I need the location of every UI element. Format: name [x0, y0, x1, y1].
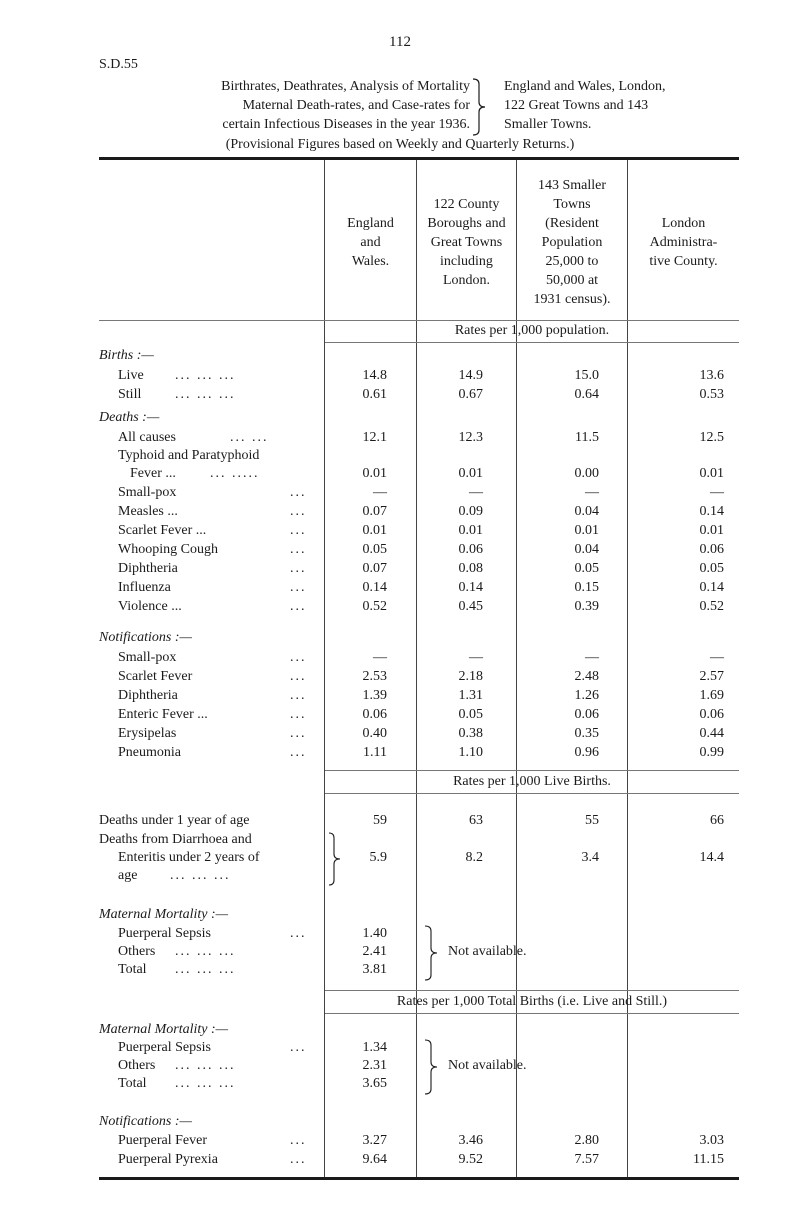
value-cell: 13.6	[699, 368, 724, 383]
band-rule	[325, 793, 739, 794]
title-brace	[472, 78, 488, 136]
value-cell: 3.03	[699, 1133, 724, 1148]
leader-dots: ... ... ...	[175, 944, 236, 959]
value-cell: 55	[585, 813, 599, 828]
value-cell: 2.80	[574, 1133, 599, 1148]
value-cell: 0.09	[458, 504, 483, 519]
row-label: Erysipelas	[118, 726, 177, 741]
row-label: Fever ...	[130, 466, 176, 481]
value-cell: —	[710, 650, 724, 665]
value-cell: 0.01	[699, 466, 724, 481]
leader-dots: ...	[290, 1133, 307, 1148]
title-line: certain Infectious Diseases in the year 1936.	[222, 117, 470, 132]
value-cell: 3.4	[581, 850, 599, 865]
header-line: London.	[442, 273, 491, 288]
value-cell: —	[585, 650, 599, 665]
band-rule	[325, 770, 739, 771]
row-label: Total	[118, 962, 147, 977]
leader-dots: ... ... ...	[175, 962, 236, 977]
leader-dots: ...	[290, 926, 307, 941]
header-line: Great Towns	[430, 235, 503, 250]
value-cell: 2.41	[362, 944, 387, 959]
value-cell: 7.57	[574, 1152, 599, 1167]
value-cell: 0.01	[458, 466, 483, 481]
leader-dots: ...	[290, 599, 307, 614]
value-cell: 0.14	[699, 580, 724, 595]
row-label: Violence ...	[118, 599, 182, 614]
value-cell: 0.01	[699, 523, 724, 538]
value-cell: 2.57	[699, 669, 724, 684]
value-cell: 1.10	[458, 745, 483, 760]
value-cell: 0.06	[699, 707, 724, 722]
leader-dots: ...	[290, 707, 307, 722]
not-available-brace	[424, 925, 440, 981]
value-cell: 0.00	[574, 466, 599, 481]
value-cell: 12.1	[362, 430, 387, 445]
page-number: 112	[389, 34, 411, 50]
value-cell: 11.15	[693, 1152, 724, 1167]
value-cell: 5.9	[369, 850, 387, 865]
header-line: and	[360, 235, 381, 250]
value-cell: 1.26	[574, 688, 599, 703]
leader-dots: ... ... ...	[175, 368, 236, 383]
leader-dots: ...	[290, 542, 307, 557]
value-cell: 8.2	[465, 850, 483, 865]
row-label: Measles ...	[118, 504, 178, 519]
row-label: Typhoid and Paratyphoid	[118, 448, 260, 463]
value-cell: 0.44	[699, 726, 724, 741]
header-line: 25,000 to	[545, 254, 599, 269]
value-cell: 1.40	[362, 926, 387, 941]
column-header-england-wales	[325, 214, 416, 271]
value-cell: 0.40	[362, 726, 387, 741]
value-cell: 1.11	[363, 745, 387, 760]
leader-dots: ... ...	[230, 430, 269, 445]
value-cell: 0.39	[574, 599, 599, 614]
top-rule	[99, 157, 739, 160]
value-cell: 1.31	[458, 688, 483, 703]
value-cell: 0.05	[574, 561, 599, 576]
value-cell: 59	[373, 813, 387, 828]
value-cell: —	[469, 485, 483, 500]
leader-dots: ...	[290, 561, 307, 576]
leader-dots: ... ... ...	[175, 387, 236, 402]
leader-dots: ...	[290, 580, 307, 595]
value-cell: 0.45	[458, 599, 483, 614]
row-label: Puerperal Pyrexia	[118, 1152, 218, 1167]
header-line: Wales.	[351, 254, 390, 269]
row-label: Pneumonia	[118, 745, 181, 760]
value-cell: 2.53	[362, 669, 387, 684]
section-notifications: Notifications :—	[99, 1114, 192, 1129]
column-header-london-county	[628, 214, 739, 271]
value-cell: 3.65	[362, 1076, 387, 1091]
leader-dots: ...	[290, 669, 307, 684]
row-label: Deaths from Diarrhoea and	[99, 832, 252, 847]
value-cell: 1.39	[362, 688, 387, 703]
value-cell: 2.18	[458, 669, 483, 684]
not-available-note: Not available.	[448, 1058, 527, 1073]
header-line: Towns	[553, 197, 591, 212]
value-cell: 3.27	[362, 1133, 387, 1148]
band-rule	[325, 990, 739, 991]
value-cell: 11.5	[575, 430, 599, 445]
value-cell: 0.14	[458, 580, 483, 595]
value-cell: 0.07	[362, 561, 387, 576]
header-line: Administra-	[649, 235, 718, 250]
value-cell: —	[373, 485, 387, 500]
row-label: Others	[118, 944, 156, 959]
value-cell: 0.06	[458, 542, 483, 557]
row-label: Deaths under 1 year of age	[99, 813, 250, 828]
value-cell: 14.9	[458, 368, 483, 383]
column-header-122-towns	[417, 195, 516, 290]
value-cell: 0.61	[362, 387, 387, 402]
value-cell: 0.67	[458, 387, 483, 402]
band-live-births: Rates per 1,000 Live Births.	[453, 774, 611, 789]
value-cell: 66	[710, 813, 724, 828]
value-cell: 9.52	[458, 1152, 483, 1167]
leader-dots: ...	[290, 485, 307, 500]
leader-dots: ...	[290, 1040, 307, 1055]
value-cell: 0.01	[574, 523, 599, 538]
document-reference: S.D.55	[99, 57, 138, 72]
header-line: 1931 census).	[533, 292, 611, 307]
row-label: Small-pox	[118, 485, 177, 500]
band-rule	[99, 320, 739, 321]
leader-dots: ... ... ...	[175, 1058, 236, 1073]
value-cell: 0.64	[574, 387, 599, 402]
leader-dots: ... .....	[210, 466, 260, 481]
leader-dots: ... ... ...	[175, 1076, 236, 1091]
header-line: 143 Smaller	[537, 178, 607, 193]
value-cell: —	[710, 485, 724, 500]
row-label: Small-pox	[118, 650, 177, 665]
scope-line: England and Wales, London,	[504, 79, 666, 94]
row-label: Total	[118, 1076, 147, 1091]
header-line: 122 County	[433, 197, 500, 212]
value-cell: 0.05	[699, 561, 724, 576]
section-maternal-mortality: Maternal Mortality :—	[99, 1022, 229, 1037]
row-label: Diphtheria	[118, 688, 178, 703]
value-cell: 12.3	[458, 430, 483, 445]
value-cell: 0.05	[458, 707, 483, 722]
header-line: tive County.	[649, 254, 718, 269]
section-births: Births :—	[99, 348, 154, 363]
value-cell: 0.99	[699, 745, 724, 760]
header-line: 50,000 at	[545, 273, 599, 288]
section-maternal-mortality: Maternal Mortality :—	[99, 907, 229, 922]
row-label: Enteritis under 2 years of	[118, 850, 260, 865]
header-line: Boroughs and	[427, 216, 506, 231]
value-cell: 0.15	[574, 580, 599, 595]
value-cell: 0.04	[574, 504, 599, 519]
leader-dots: ...	[290, 504, 307, 519]
header-line: Population	[541, 235, 603, 250]
row-label: Influenza	[118, 580, 171, 595]
column-header-143-towns	[517, 176, 627, 309]
value-cell: 0.38	[458, 726, 483, 741]
section-deaths: Deaths :—	[99, 410, 160, 425]
header-line: England	[347, 216, 394, 231]
band-total-births: Rates per 1,000 Total Births (i.e. Live and Still.)	[396, 994, 668, 1009]
title-line: Maternal Death-rates, and Case-rates for	[242, 98, 470, 113]
row-label: Scarlet Fever ...	[118, 523, 207, 538]
header-line: London	[661, 216, 706, 231]
value-cell: 14.4	[699, 850, 724, 865]
row-label: Puerperal Fever	[118, 1133, 208, 1148]
leader-dots: ...	[290, 688, 307, 703]
value-cell: 0.52	[362, 599, 387, 614]
leader-dots: ...	[290, 726, 307, 741]
value-cell: 2.48	[574, 669, 599, 684]
row-label: Scarlet Fever	[118, 669, 193, 684]
value-cell: 2.31	[362, 1058, 387, 1073]
row-label: Puerperal Sepsis	[118, 1040, 211, 1055]
leader-dots: ...	[290, 523, 307, 538]
value-cell: 0.06	[362, 707, 387, 722]
bottom-rule	[99, 1177, 739, 1180]
not-available-note: Not available.	[448, 944, 527, 959]
value-cell: 0.06	[574, 707, 599, 722]
band-rule	[325, 342, 739, 343]
not-available-brace	[424, 1039, 440, 1095]
header-line: (Resident	[545, 216, 599, 231]
value-cell: 0.05	[362, 542, 387, 557]
band-rule	[325, 1013, 739, 1014]
value-cell: 0.01	[362, 466, 387, 481]
value-cell: —	[469, 650, 483, 665]
row-label: age	[118, 868, 138, 883]
value-cell: 0.53	[699, 387, 724, 402]
header-line: including	[440, 254, 493, 269]
value-cell: 9.64	[362, 1152, 387, 1167]
table-subtitle: (Provisional Figures based on Weekly and Quarterly Returns.)	[225, 137, 575, 152]
value-cell: 15.0	[574, 368, 599, 383]
value-cell: —	[585, 485, 599, 500]
leader-dots: ...	[290, 745, 307, 760]
value-cell: 12.5	[699, 430, 724, 445]
value-cell: 0.52	[699, 599, 724, 614]
value-cell: 0.08	[458, 561, 483, 576]
leader-dots: ...	[290, 1152, 307, 1167]
value-cell: —	[373, 650, 387, 665]
row-label: Whooping Cough	[118, 542, 218, 557]
row-label: Diphtheria	[118, 561, 178, 576]
value-cell: 0.14	[362, 580, 387, 595]
row-label: Puerperal Sepsis	[118, 926, 211, 941]
band-population: Rates per 1,000 population.	[454, 323, 610, 338]
value-cell: 0.01	[458, 523, 483, 538]
row-label: All causes	[118, 430, 176, 445]
table-scope	[504, 77, 666, 134]
row-label: Still	[118, 387, 142, 402]
value-cell: 0.07	[362, 504, 387, 519]
table-title	[118, 77, 470, 134]
value-cell: 14.8	[362, 368, 387, 383]
row-label: Live	[118, 368, 144, 383]
scope-line: Smaller Towns.	[504, 117, 592, 132]
leader-dots: ...	[290, 650, 307, 665]
row-label: Others	[118, 1058, 156, 1073]
value-cell: 63	[469, 813, 483, 828]
leader-dots: ... ... ...	[170, 868, 231, 883]
section-notifications: Notifications :—	[99, 630, 192, 645]
scope-line: 122 Great Towns and 143	[504, 98, 649, 113]
value-cell: 1.69	[699, 688, 724, 703]
value-cell: 0.01	[362, 523, 387, 538]
value-cell: 0.06	[699, 542, 724, 557]
value-cell: 0.96	[574, 745, 599, 760]
value-cell: 3.46	[458, 1133, 483, 1148]
value-cell: 1.34	[362, 1040, 387, 1055]
value-cell: 3.81	[362, 962, 387, 977]
row-label: Enteric Fever ...	[118, 707, 208, 722]
value-cell: 0.35	[574, 726, 599, 741]
title-line: Birthrates, Deathrates, Analysis of Mortality	[221, 79, 470, 94]
value-cell: 0.04	[574, 542, 599, 557]
value-cell: 0.14	[699, 504, 724, 519]
